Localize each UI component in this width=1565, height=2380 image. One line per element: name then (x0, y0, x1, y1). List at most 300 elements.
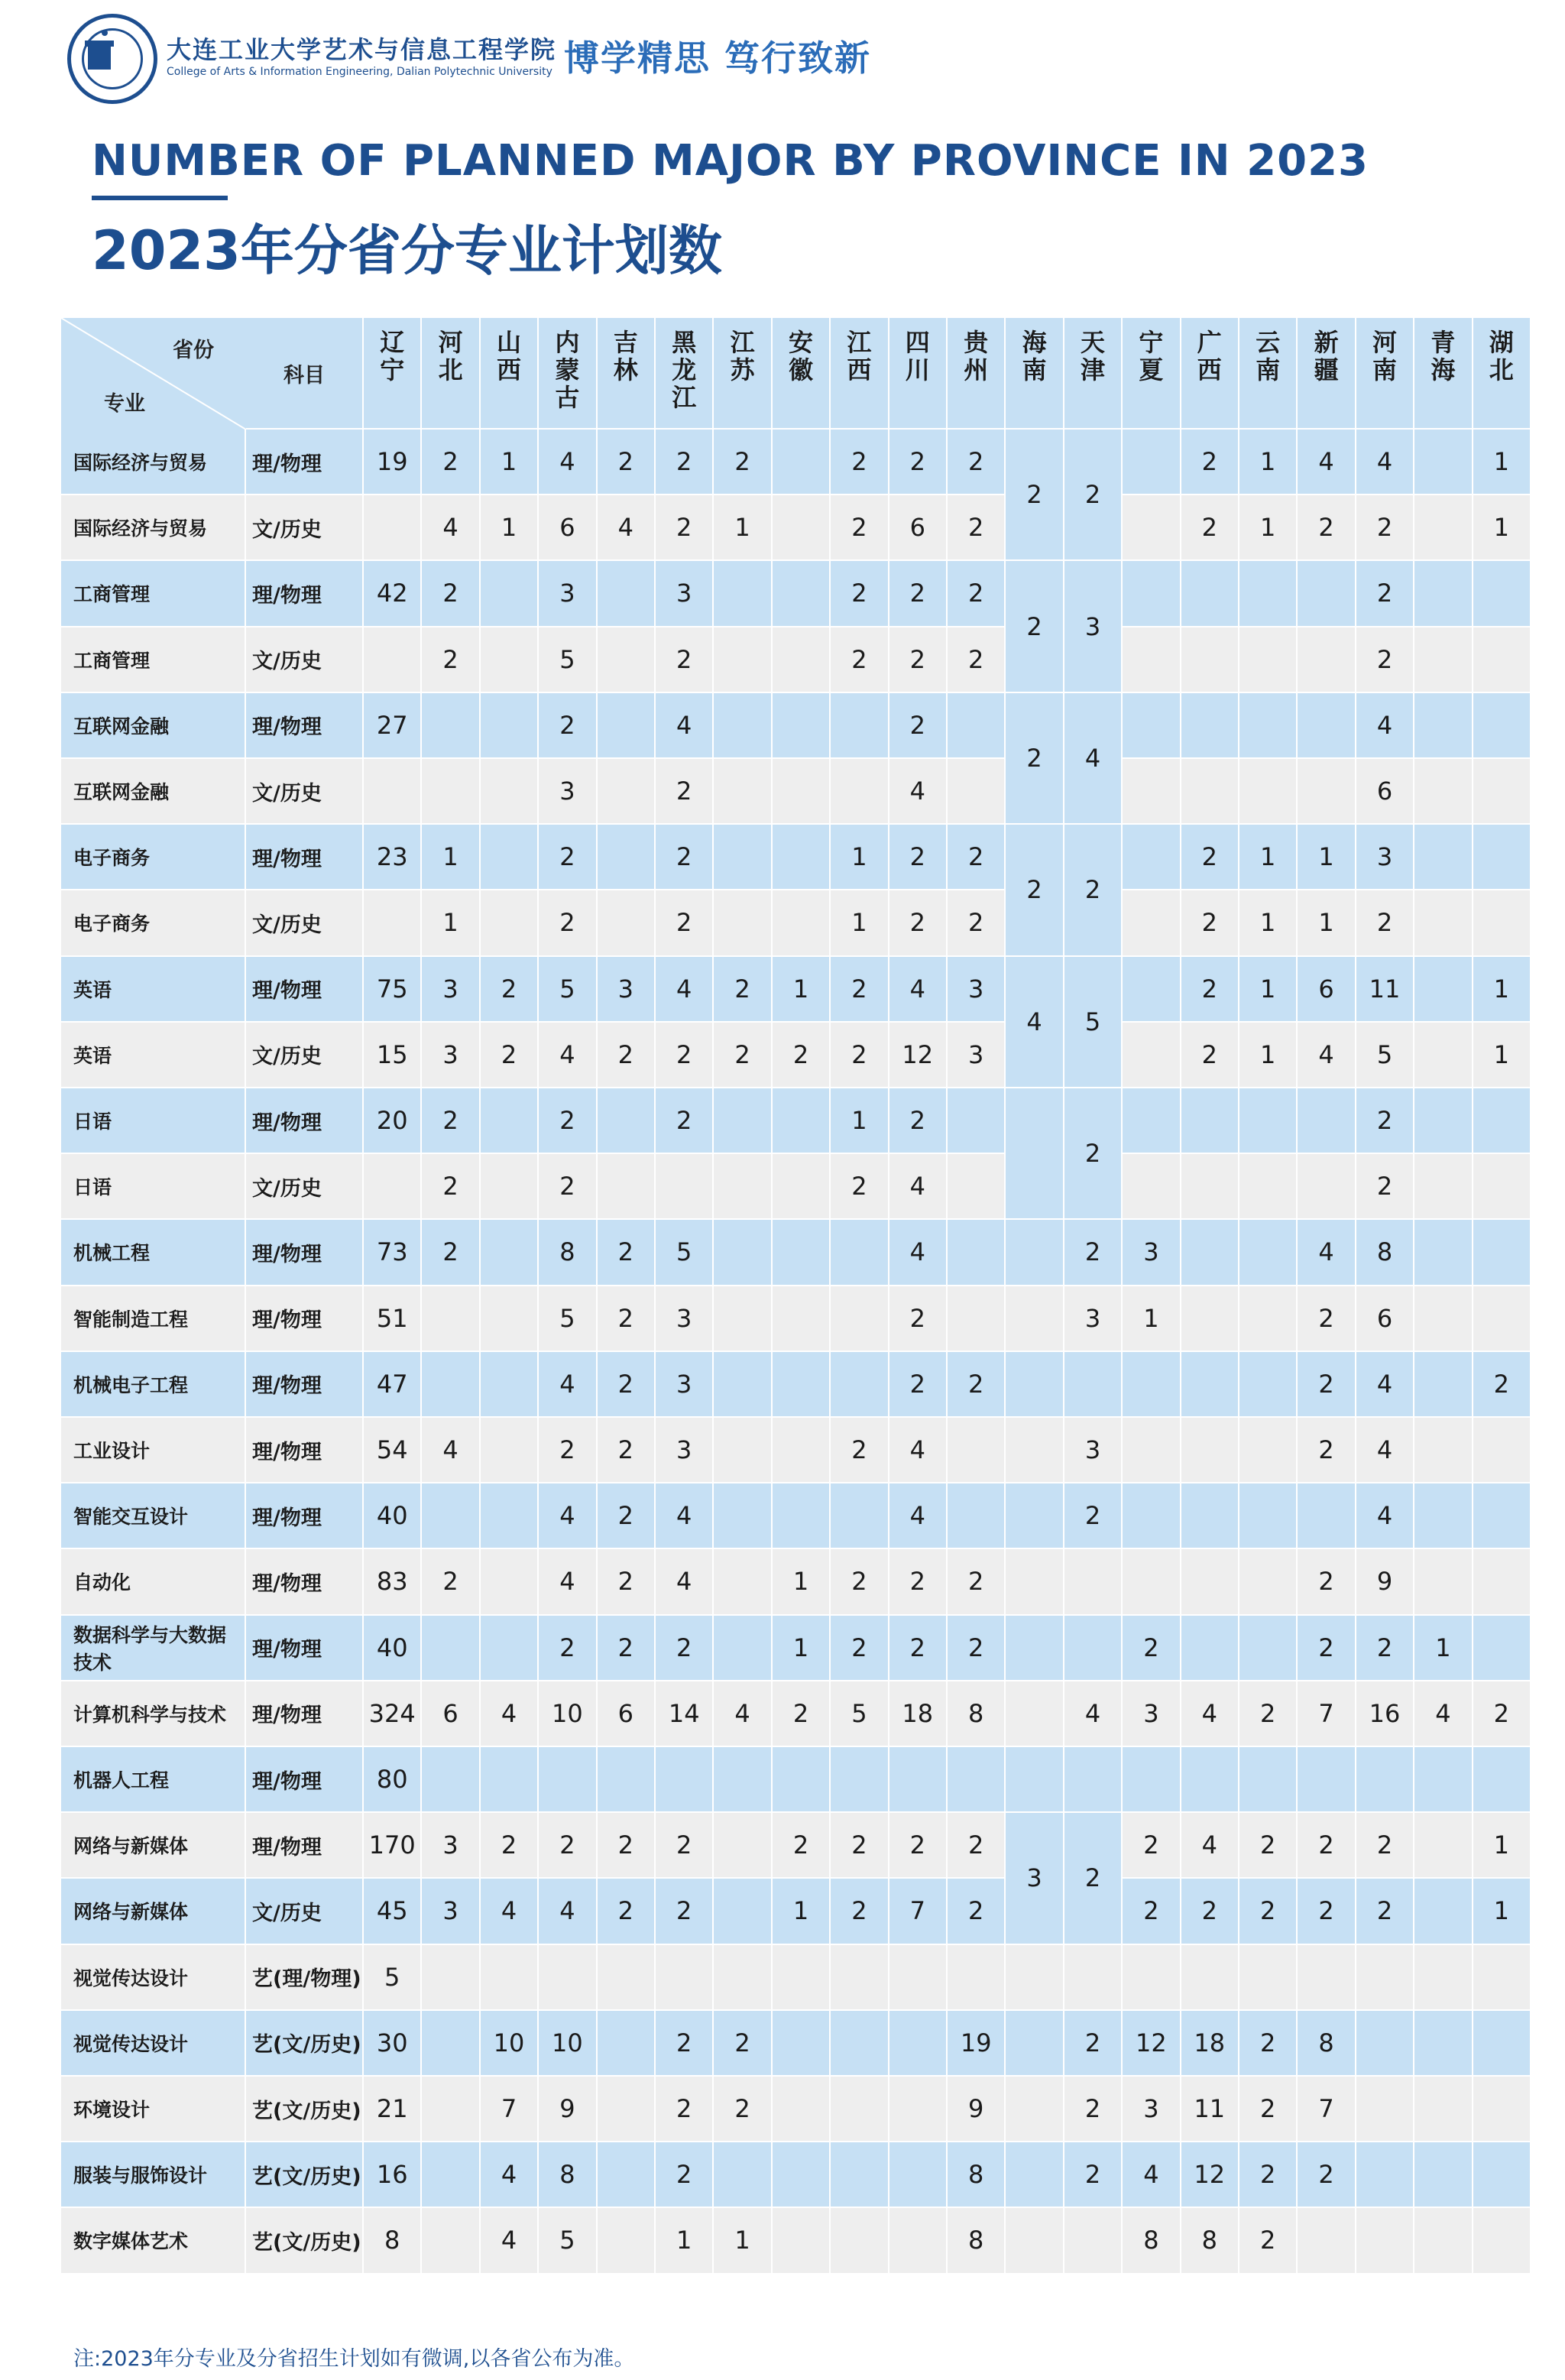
value-cell (1239, 1154, 1298, 1220)
school-logo-icon (67, 14, 157, 104)
value-cell (598, 1088, 656, 1154)
value-cell: 16 (1356, 1681, 1414, 1747)
merged-tianjin-cell: 2 (1064, 430, 1123, 561)
value-cell (1123, 759, 1181, 825)
major-name-cell: 工商管理 (61, 627, 246, 693)
merged-hainan-cell: 2 (1006, 430, 1064, 561)
value-cell: 4 (1064, 1681, 1123, 1747)
province-header: 海 南 (1006, 318, 1064, 430)
value-cell: 2 (1356, 495, 1414, 561)
value-cell (1414, 1483, 1473, 1549)
value-cell: 10 (481, 2011, 539, 2077)
value-cell: 40 (364, 1616, 422, 1681)
value-cell (831, 2142, 889, 2208)
merged-tianjin-cell: 2 (1064, 825, 1123, 956)
major-name-cell: 日语 (61, 1154, 246, 1220)
value-cell (714, 1286, 772, 1352)
value-cell (1181, 759, 1239, 825)
value-cell (1123, 1418, 1181, 1483)
value-cell: 5 (539, 2208, 597, 2274)
province-header: 新 疆 (1298, 318, 1356, 430)
value-cell (1064, 1616, 1123, 1681)
value-cell (1006, 1286, 1064, 1352)
value-cell (773, 1352, 831, 1418)
value-cell: 83 (364, 1549, 422, 1615)
value-cell: 51 (364, 1286, 422, 1352)
value-cell (773, 1418, 831, 1483)
merged-hainan-cell: 2 (1006, 561, 1064, 692)
value-cell (481, 1352, 539, 1418)
value-cell: 4 (481, 2142, 539, 2208)
value-cell: 2 (1298, 495, 1356, 561)
value-cell: 2 (656, 495, 714, 561)
value-cell: 1 (656, 2208, 714, 2274)
plan-table (61, 318, 1523, 2274)
value-cell: 4 (481, 2208, 539, 2274)
subject-cell: 理/物理 (246, 1220, 364, 1286)
province-header: 云 南 (1239, 318, 1298, 430)
value-cell (1239, 693, 1298, 759)
major-name-cell: 智能制造工程 (61, 1286, 246, 1352)
value-cell: 2 (1239, 2142, 1298, 2208)
subject-column-header: 科目 (246, 318, 364, 430)
value-cell: 5 (1356, 1023, 1414, 1088)
value-cell (714, 1418, 772, 1483)
value-cell: 5 (831, 1681, 889, 1747)
province-header: 黑 龙 江 (656, 318, 714, 430)
value-cell (1473, 1220, 1531, 1286)
value-cell: 3 (1064, 1418, 1123, 1483)
value-cell: 2 (1356, 890, 1414, 956)
value-cell: 2 (422, 1154, 480, 1220)
province-header: 广 西 (1181, 318, 1239, 430)
value-cell: 2 (948, 430, 1006, 495)
value-cell (1473, 2142, 1531, 2208)
value-cell: 3 (656, 1286, 714, 1352)
value-cell: 4 (1356, 1418, 1414, 1483)
province-header: 河 北 (422, 318, 480, 430)
value-cell (481, 890, 539, 956)
value-cell: 19 (948, 2011, 1006, 2077)
value-cell: 2 (889, 693, 948, 759)
value-cell (1006, 1483, 1064, 1549)
value-cell (598, 627, 656, 693)
value-cell (1181, 1220, 1239, 1286)
value-cell (1181, 1747, 1239, 1813)
value-cell (1123, 561, 1181, 627)
page-title-cn: 2023年分省分专业计划数 (92, 219, 722, 282)
value-cell: 2 (481, 1813, 539, 1879)
value-cell (1123, 890, 1181, 956)
value-cell (1239, 1352, 1298, 1418)
value-cell (1181, 1549, 1239, 1615)
value-cell (1123, 1945, 1181, 2011)
value-cell (1006, 1352, 1064, 1418)
value-cell (1181, 1945, 1239, 2011)
subject-cell: 文/历史 (246, 1154, 364, 1220)
value-cell: 4 (889, 1483, 948, 1549)
value-cell: 40 (364, 1483, 422, 1549)
major-name-cell: 网络与新媒体 (61, 1879, 246, 1944)
value-cell: 2 (1356, 1813, 1414, 1879)
value-cell: 8 (948, 2208, 1006, 2274)
value-cell: 3 (656, 1352, 714, 1418)
value-cell: 2 (1356, 561, 1414, 627)
value-cell: 4 (656, 693, 714, 759)
value-cell: 11 (1181, 2077, 1239, 2142)
value-cell: 2 (539, 1616, 597, 1681)
value-cell: 2 (889, 1088, 948, 1154)
value-cell: 2 (598, 430, 656, 495)
subject-cell: 理/物理 (246, 1352, 364, 1418)
diagonal-line (61, 318, 246, 430)
value-cell: 2 (831, 627, 889, 693)
value-cell: 6 (1356, 759, 1414, 825)
value-cell: 2 (831, 561, 889, 627)
major-name-cell: 机器人工程 (61, 1747, 246, 1813)
value-cell: 2 (714, 957, 772, 1023)
value-cell (1473, 1154, 1531, 1220)
value-cell: 3 (539, 759, 597, 825)
value-cell (1473, 759, 1531, 825)
value-cell: 7 (1298, 1681, 1356, 1747)
province-header: 山 西 (481, 318, 539, 430)
value-cell (1473, 1088, 1531, 1154)
value-cell (1181, 1154, 1239, 1220)
value-cell: 27 (364, 693, 422, 759)
value-cell: 5 (656, 1220, 714, 1286)
value-cell: 2 (889, 825, 948, 890)
value-cell (1414, 1220, 1473, 1286)
subject-cell: 理/物理 (246, 430, 364, 495)
value-cell (1123, 1747, 1181, 1813)
value-cell (598, 1945, 656, 2011)
value-cell: 3 (422, 1023, 480, 1088)
value-cell: 2 (1356, 1154, 1414, 1220)
value-cell: 2 (831, 1879, 889, 1944)
value-cell: 1 (1298, 825, 1356, 890)
value-cell: 4 (656, 1549, 714, 1615)
value-cell: 2 (1356, 627, 1414, 693)
value-cell: 2 (539, 1088, 597, 1154)
subject-cell: 理/物理 (246, 1483, 364, 1549)
value-cell (831, 2011, 889, 2077)
value-cell (481, 1088, 539, 1154)
value-cell: 2 (889, 627, 948, 693)
value-cell: 2 (831, 1813, 889, 1879)
value-cell (714, 1483, 772, 1549)
value-cell: 4 (656, 957, 714, 1023)
major-name-cell: 机械工程 (61, 1220, 246, 1286)
value-cell: 2 (656, 2077, 714, 2142)
value-cell: 4 (889, 957, 948, 1023)
major-name-cell: 数据科学与大数据技术 (61, 1616, 246, 1681)
subject-cell: 文/历史 (246, 759, 364, 825)
value-cell (889, 2142, 948, 2208)
value-cell (422, 1616, 480, 1681)
value-cell: 1 (773, 1549, 831, 1615)
value-cell (714, 1154, 772, 1220)
value-cell (1414, 1418, 1473, 1483)
value-cell (714, 627, 772, 693)
value-cell (714, 561, 772, 627)
value-cell (1064, 1747, 1123, 1813)
value-cell (1414, 1747, 1473, 1813)
value-cell (1006, 1418, 1064, 1483)
value-cell (1414, 759, 1473, 825)
merged-tianjin-cell: 3 (1064, 561, 1123, 692)
value-cell: 2 (948, 561, 1006, 627)
value-cell (481, 561, 539, 627)
value-cell: 2 (422, 1088, 480, 1154)
value-cell: 2 (1123, 1616, 1181, 1681)
value-cell (481, 1616, 539, 1681)
value-cell: 47 (364, 1352, 422, 1418)
footnote: 注:2023年分专业及分省招生计划如有微调,以各省公布为准。 (73, 2347, 635, 2371)
value-cell (1006, 2208, 1064, 2274)
value-cell (831, 1747, 889, 1813)
value-cell (1298, 1154, 1356, 1220)
subject-cell: 文/历史 (246, 495, 364, 561)
value-cell: 1 (1239, 430, 1298, 495)
value-cell (1473, 1616, 1531, 1681)
value-cell (948, 693, 1006, 759)
value-cell: 2 (598, 1879, 656, 1944)
value-cell (1123, 495, 1181, 561)
value-cell (831, 2208, 889, 2274)
value-cell: 2 (1298, 1813, 1356, 1879)
value-cell: 8 (364, 2208, 422, 2274)
value-cell: 7 (481, 2077, 539, 2142)
value-cell: 19 (364, 430, 422, 495)
value-cell (1123, 825, 1181, 890)
value-cell (1181, 561, 1239, 627)
value-cell: 2 (1239, 1879, 1298, 1944)
value-cell: 4 (1356, 1352, 1414, 1418)
value-cell: 2 (948, 495, 1006, 561)
province-header: 湖 北 (1473, 318, 1531, 430)
value-cell: 2 (598, 1286, 656, 1352)
value-cell: 2 (948, 1352, 1006, 1418)
value-cell (422, 2077, 480, 2142)
value-cell (773, 693, 831, 759)
value-cell (422, 1945, 480, 2011)
value-cell (656, 1747, 714, 1813)
value-cell: 5 (364, 1945, 422, 2011)
value-cell (1064, 2208, 1123, 2274)
value-cell (714, 1616, 772, 1681)
province-header: 四 川 (889, 318, 948, 430)
value-cell (773, 2142, 831, 2208)
value-cell: 4 (889, 1154, 948, 1220)
value-cell (1473, 1747, 1531, 1813)
subject-cell: 理/物理 (246, 1813, 364, 1879)
value-cell: 2 (598, 1813, 656, 1879)
value-cell (773, 495, 831, 561)
value-cell: 2 (1298, 1616, 1356, 1681)
value-cell: 3 (598, 957, 656, 1023)
value-cell: 1 (1298, 890, 1356, 956)
value-cell: 2 (831, 1023, 889, 1088)
subject-cell: 艺(文/历史) (246, 2077, 364, 2142)
major-name-cell: 互联网金融 (61, 693, 246, 759)
value-cell: 4 (889, 1220, 948, 1286)
value-cell: 2 (1473, 1352, 1531, 1418)
value-cell (831, 693, 889, 759)
value-cell (481, 1483, 539, 1549)
value-cell (422, 1286, 480, 1352)
value-cell (714, 1088, 772, 1154)
value-cell: 6 (539, 495, 597, 561)
value-cell: 14 (656, 1681, 714, 1747)
value-cell (1181, 627, 1239, 693)
value-cell: 4 (422, 1418, 480, 1483)
value-cell: 1 (1473, 1879, 1531, 1944)
value-cell: 2 (831, 430, 889, 495)
value-cell (1356, 2142, 1414, 2208)
value-cell: 2 (889, 1286, 948, 1352)
value-cell: 1 (831, 825, 889, 890)
value-cell: 2 (1239, 1813, 1298, 1879)
province-header: 辽 宁 (364, 318, 422, 430)
value-cell (1414, 1352, 1473, 1418)
value-cell: 4 (1181, 1813, 1239, 1879)
value-cell (1473, 2077, 1531, 2142)
value-cell (773, 1286, 831, 1352)
value-cell (773, 759, 831, 825)
value-cell: 2 (889, 1549, 948, 1615)
value-cell: 2 (1239, 2208, 1298, 2274)
value-cell (1181, 1418, 1239, 1483)
value-cell: 2 (598, 1352, 656, 1418)
subject-cell: 艺(文/历史) (246, 2011, 364, 2077)
value-cell: 2 (656, 1088, 714, 1154)
corner-major-label: 专业 (104, 392, 145, 416)
value-cell: 1 (1473, 1023, 1531, 1088)
province-header: 河 南 (1356, 318, 1414, 430)
value-cell (714, 1549, 772, 1615)
value-cell: 4 (889, 1418, 948, 1483)
subject-cell: 理/物理 (246, 1747, 364, 1813)
value-cell: 2 (1356, 1879, 1414, 1944)
value-cell: 4 (539, 1483, 597, 1549)
value-cell (1473, 627, 1531, 693)
value-cell: 2 (656, 1616, 714, 1681)
value-cell (889, 1945, 948, 2011)
value-cell: 11 (1356, 957, 1414, 1023)
value-cell (1473, 1483, 1531, 1549)
value-cell: 2 (1239, 2077, 1298, 2142)
value-cell: 9 (948, 2077, 1006, 2142)
value-cell (948, 1220, 1006, 1286)
value-cell: 2 (422, 1220, 480, 1286)
value-cell (1239, 1286, 1298, 1352)
value-cell: 20 (364, 1088, 422, 1154)
value-cell: 1 (1473, 495, 1531, 561)
value-cell (481, 1549, 539, 1615)
value-cell: 4 (1356, 1483, 1414, 1549)
major-name-cell: 服装与服饰设计 (61, 2142, 246, 2208)
value-cell (598, 2011, 656, 2077)
value-cell (1473, 1418, 1531, 1483)
value-cell: 2 (598, 1483, 656, 1549)
value-cell (1239, 759, 1298, 825)
value-cell: 2 (1181, 1879, 1239, 1944)
value-cell (714, 1813, 772, 1879)
value-cell: 2 (539, 890, 597, 956)
value-cell (1298, 759, 1356, 825)
value-cell: 4 (481, 1879, 539, 1944)
value-cell (948, 1483, 1006, 1549)
value-cell (1239, 1616, 1298, 1681)
value-cell (656, 1945, 714, 2011)
major-name-cell: 互联网金融 (61, 759, 246, 825)
subject-cell: 文/历史 (246, 1879, 364, 1944)
value-cell (1414, 1286, 1473, 1352)
value-cell: 73 (364, 1220, 422, 1286)
value-cell (1414, 1813, 1473, 1879)
value-cell: 3 (1123, 2077, 1181, 2142)
value-cell: 1 (1239, 825, 1298, 890)
value-cell (1006, 1616, 1064, 1681)
value-cell: 2 (1181, 890, 1239, 956)
value-cell: 2 (1064, 1483, 1123, 1549)
merged-tianjin-cell: 2 (1064, 1813, 1123, 1944)
value-cell (714, 1220, 772, 1286)
value-cell (1356, 2011, 1414, 2077)
value-cell: 4 (1298, 1023, 1356, 1088)
major-name-cell: 工业设计 (61, 1418, 246, 1483)
value-cell (539, 1945, 597, 2011)
province-header: 江 西 (831, 318, 889, 430)
value-cell: 8 (948, 2142, 1006, 2208)
value-cell: 2 (1473, 1681, 1531, 1747)
value-cell (481, 1220, 539, 1286)
value-cell: 3 (539, 561, 597, 627)
subject-cell: 理/物理 (246, 693, 364, 759)
value-cell (1414, 825, 1473, 890)
value-cell: 2 (422, 430, 480, 495)
value-cell: 2 (598, 1616, 656, 1681)
value-cell (422, 2142, 480, 2208)
value-cell (481, 1747, 539, 1813)
value-cell (481, 1418, 539, 1483)
value-cell: 75 (364, 957, 422, 1023)
value-cell (1414, 693, 1473, 759)
value-cell: 2 (481, 1023, 539, 1088)
value-cell: 2 (656, 1813, 714, 1879)
value-cell (1123, 1352, 1181, 1418)
value-cell (1123, 1483, 1181, 1549)
value-cell (1239, 1945, 1298, 2011)
value-cell: 2 (948, 1616, 1006, 1681)
value-cell: 6 (598, 1681, 656, 1747)
value-cell: 8 (948, 1681, 1006, 1747)
value-cell: 8 (1123, 2208, 1181, 2274)
corner-province-label: 省份 (173, 339, 214, 362)
value-cell: 2 (1181, 430, 1239, 495)
value-cell: 2 (948, 627, 1006, 693)
major-name-cell: 英语 (61, 1023, 246, 1088)
value-cell (1414, 1023, 1473, 1088)
value-cell: 1 (773, 1879, 831, 1944)
value-cell (364, 1154, 422, 1220)
value-cell: 2 (773, 1813, 831, 1879)
major-name-cell: 工商管理 (61, 561, 246, 627)
table-corner-header (61, 318, 246, 430)
value-cell (1356, 2077, 1414, 2142)
value-cell: 5 (539, 627, 597, 693)
